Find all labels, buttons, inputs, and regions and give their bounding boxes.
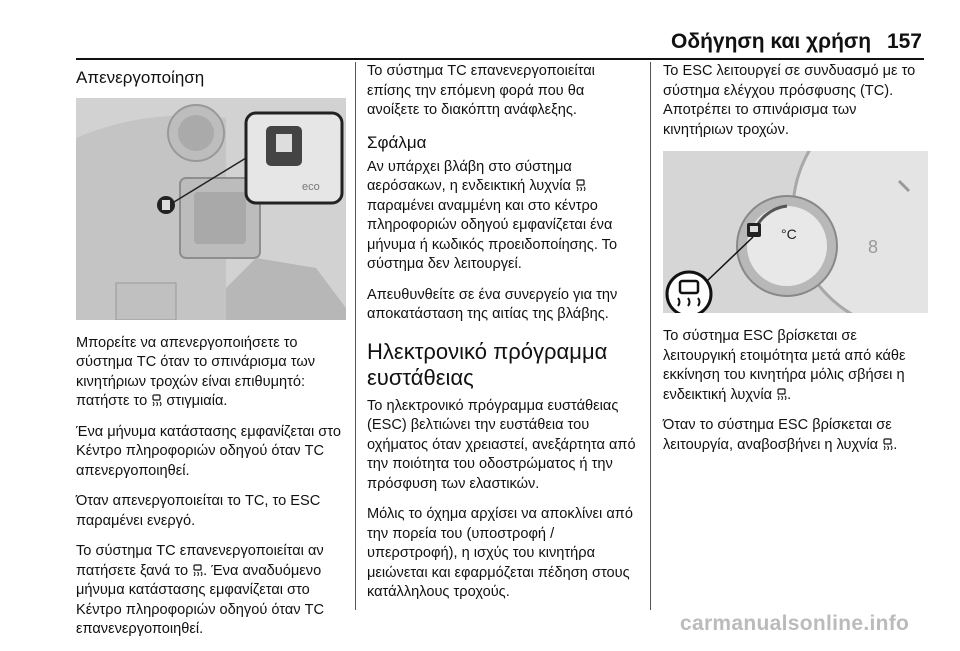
dashboard-illustration <box>76 98 346 320</box>
dashboard-button-figure <box>76 98 346 320</box>
header-title: Οδήγηση και χρήση <box>671 30 872 53</box>
traction-control-icon <box>882 438 893 450</box>
instrument-cluster-figure <box>663 151 928 313</box>
p1-text-b: στιγμιαία. <box>166 393 228 409</box>
paragraph-12 <box>663 416 928 455</box>
page-number: 157 <box>886 30 922 53</box>
paragraph-9: Μόλις το όχημα αρχίσει να αποκλίνει από την πορεία του (υποστροφή / υπερστροφή), η ισχύς του κινητήρα μειώνεται και εφαρμόζεται πέδηση στους κατάλληλους τροχούς. <box>367 506 633 600</box>
paragraph-5: Το σύστημα TC επανενεργοποιείται επίσης την επόμενη φορά που θα ανοίξετε το διακόπτη ανάφλεξης. <box>367 63 595 118</box>
paragraph-8: Το ηλεκτρονικό πρόγραμμα ευστάθειας (ESC) βελτιώνει την ευστάθεια του οχήματος όταν χρειαστεί, ανεξάρτητα από την ποιότητα του οδοστρώματος ή την πρόσφυση των ελαστικών. <box>367 397 636 492</box>
header-rule <box>76 58 924 60</box>
paragraph-2: Ένα μήνυμα κατάστασης εμφανίζεται στο Κέντρο πληροφοριών οδηγού όταν TC απενεργοποιηθεί. <box>76 423 341 479</box>
footer-watermark: carmanualsonline.info <box>680 612 910 635</box>
column-3 <box>663 62 928 466</box>
temperature-label: °C <box>781 226 797 242</box>
traction-control-icon <box>192 564 203 576</box>
dial-number: 8 <box>868 237 879 257</box>
paragraph-1 <box>76 334 346 412</box>
column-1 <box>76 62 346 651</box>
p2-text-b: παραμένει αναμμένη και στο κέντρο πληροφοριών οδηγού εμφανίζεται ένα μήνυμα ή κωδικός προειδοποίησης. Το σύστημα δεν λειτουργεί. <box>367 197 618 272</box>
p2-text-a: Αν υπάρχει βλάβη στο σύστημα αερόσακων, η ενδεικτική λυχνία <box>367 158 572 194</box>
section-title-esc: Ηλεκτρονικό πρόγραμμα ευστάθειας <box>367 338 608 390</box>
p3d-text-b: . <box>893 436 898 453</box>
paragraph-7: Απευθυνθείτε σε ένα συνεργείο για την αποκατάσταση της αιτίας της βλάβης. <box>367 286 618 322</box>
eco-label: eco <box>302 180 320 193</box>
traction-control-icon <box>151 394 162 406</box>
column-divider-1 <box>355 62 356 610</box>
p4-text-b: . Ένα αναδυόμενο μήνυμα κατάστασης εμφανίζεται στο Κέντρο πληροφοριών οδηγού όταν TC επανενεργοποιηθεί. <box>76 562 325 637</box>
p3d-text-a: Όταν το σύστημα ESC βρίσκεται σε λειτουργία, αναβοσβήνει η λυχνία <box>663 417 892 453</box>
section-title-deactivation: Απενεργοποίηση <box>76 68 205 87</box>
paragraph-10: Το ESC λειτουργεί σε συνδυασμό με το σύστημα ελέγχου πρόσφυσης (TC). Αποτρέπει το σπινάρισμα των κινητήριων τροχών. <box>663 63 916 138</box>
column-2 <box>367 62 639 614</box>
p3c-text-b: . <box>787 386 792 403</box>
gauge-illustration <box>663 151 928 313</box>
column-divider-2 <box>650 62 651 610</box>
paragraph-11 <box>663 327 928 405</box>
paragraph-4 <box>76 542 346 640</box>
p3c-text-a: Το σύστημα ESC βρίσκεται σε λειτουργική ετοιμότητα μετά από κάθε εκκίνηση του κινητήρα μόλις σβήσει η ενδεικτική λυχνία <box>663 328 906 403</box>
p1-text-a: Μπορείτε να απενεργοποιήσετε το σύστημα TC όταν το σπινάρισμα των κινητήριων τροχών είναι επιθυμητό: πατήστε το <box>76 334 316 409</box>
traction-control-icon <box>776 388 787 400</box>
paragraph-3: Όταν απενεργοποιείται το TC, το ESC παραμένει ενεργό. <box>76 493 321 529</box>
paragraph-6 <box>367 158 639 275</box>
p4-text-a: Το σύστημα TC επανενεργοποιείται αν πατήσετε ξανά το <box>76 543 324 579</box>
traction-control-icon <box>575 179 586 191</box>
section-title-fault: Σφάλμα <box>367 132 427 152</box>
